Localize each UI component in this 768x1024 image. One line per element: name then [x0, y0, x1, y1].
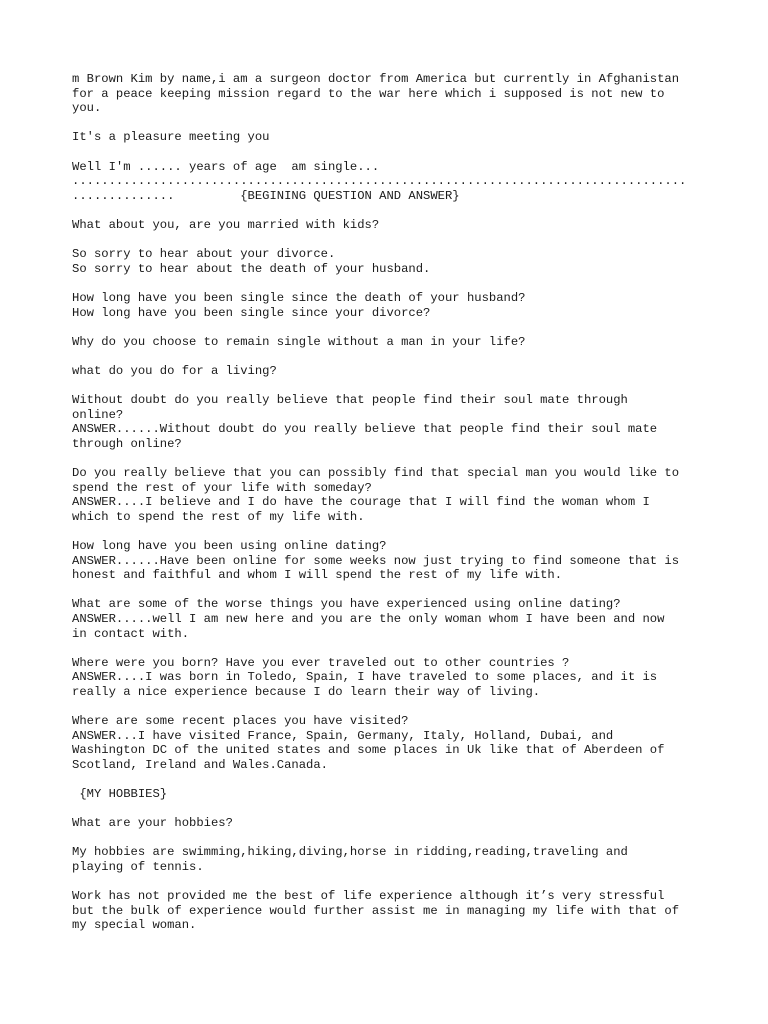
text-line: what do you do for a living?: [72, 363, 277, 378]
paragraph: [72, 291, 712, 320]
paragraph: [72, 335, 712, 350]
text-line: ANSWER....I believe and I do have the courage that I will find the woman whom I: [72, 495, 650, 510]
text-line: What about you, are you married with kids?: [72, 217, 380, 232]
paragraph: [72, 218, 712, 233]
text-line: which to spend the rest of my life with.: [72, 509, 365, 524]
paragraph: [72, 393, 712, 451]
text-line: Well I'm ...... years of age am single...: [72, 159, 380, 174]
text-line: Why do you choose to remain single without a man in your life?: [72, 334, 526, 349]
text-line: How long have you been using online dating?: [72, 539, 387, 553]
text-line: {MY HOBBIES}: [72, 787, 168, 802]
document-body: [72, 72, 712, 948]
text-line: Do you really believe that you can possibly find that special man you would like to: [72, 466, 680, 481]
text-line: spend the rest of your life with someday?: [72, 480, 372, 495]
text-line: It's a pleasure meeting you: [72, 130, 270, 145]
text-line: but the bulk of experience would further assist me in managing my life with that of: [72, 903, 680, 918]
text-line: ANSWER....I was born in Toledo, Spain, I have traveled to some places, and it is: [72, 670, 658, 685]
paragraph: [72, 714, 712, 772]
text-line: ANSWER...I have visited France, Spain, Germany, Italy, Holland, Dubai, and: [72, 728, 614, 743]
paragraph: [72, 816, 712, 831]
paragraph: [72, 787, 712, 802]
paragraph: [72, 845, 712, 874]
paragraph: [72, 656, 712, 700]
paragraph: [72, 160, 712, 204]
text-line: ANSWER......Have been online for some weeks now just trying to find someone that is: [72, 553, 680, 568]
text-line: Where were you born? Have you ever traveled out to other countries ?: [72, 655, 570, 670]
paragraph: [72, 889, 712, 933]
paragraph: [72, 72, 712, 116]
text-line: in contact with.: [72, 626, 190, 641]
text-line: Work has not provided me the best of life experience although it’s very stressful: [72, 889, 665, 904]
text-line: online?: [72, 407, 124, 422]
text-line: playing of tennis.: [72, 860, 204, 875]
text-line: So sorry to hear about the death of your husband.: [72, 261, 431, 276]
text-line: m Brown Kim by name,i am a surgeon doctor from America but currently in Afghanistan: [72, 72, 680, 86]
text-line: My hobbies are swimming,hiking,diving,horse in ridding,reading,traveling and: [72, 845, 628, 860]
paragraph: [72, 247, 712, 276]
text-line: What are some of the worse things you have experienced using online dating?: [72, 597, 621, 612]
text-line: How long have you been single since your divorce?: [72, 305, 431, 320]
text-line: Where are some recent places you have visited?: [72, 714, 409, 729]
text-line: What are your hobbies?: [72, 816, 233, 831]
text-line: through online?: [72, 436, 182, 451]
text-line: So sorry to hear about your divorce.: [72, 247, 336, 262]
paragraph: [72, 597, 712, 641]
text-line: ....................................................................................: [72, 174, 687, 189]
text-line: ANSWER......Without doubt do you really believe that people find their soul mate: [72, 422, 658, 437]
text-line: really a nice experience because I do learn their way of living.: [72, 684, 541, 699]
text-line: How long have you been single since the death of your husband?: [72, 290, 526, 305]
text-line: Without doubt do you really believe that people find their soul mate through: [72, 393, 628, 408]
text-line: you.: [72, 101, 102, 116]
text-line: honest and faithful and whom I will spend the rest of my life with.: [72, 568, 563, 583]
paragraph: [72, 364, 712, 379]
paragraph: [72, 130, 712, 145]
paragraph: [72, 466, 712, 524]
text-line: for a peace keeping mission regard to the war here which i supposed is not new to: [72, 86, 665, 101]
text-line: Washington DC of the united states and some places in Uk like that of Aberdeen of: [72, 743, 665, 758]
text-line: my special woman.: [72, 918, 197, 933]
paragraph: [72, 539, 712, 583]
text-line: ANSWER.....well I am new here and you are the only woman whom I have been and now: [72, 611, 665, 626]
text-line: .............. {BEGINING QUESTION AND ANSWER}: [72, 188, 460, 203]
text-line: Scotland, Ireland and Wales.Canada.: [72, 757, 328, 772]
